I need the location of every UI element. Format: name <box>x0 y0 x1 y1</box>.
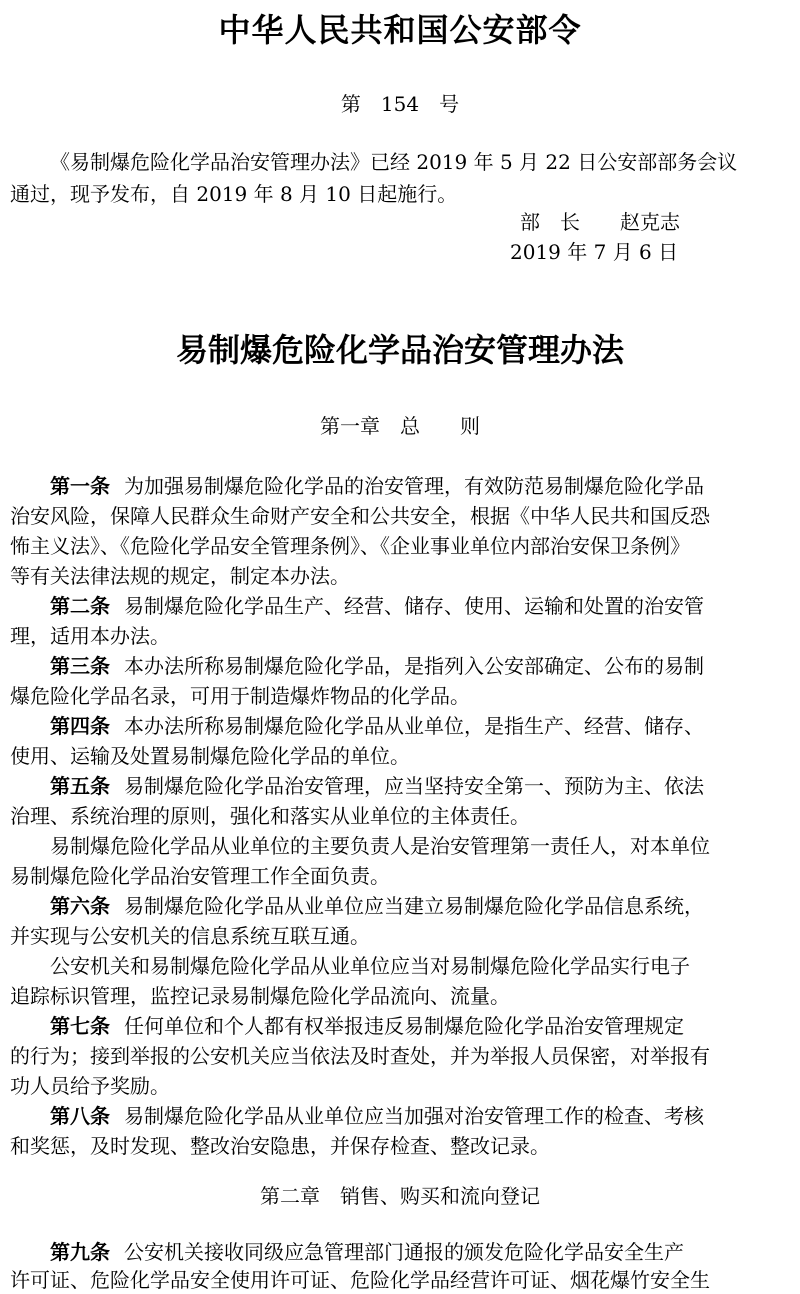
article-label: 第六条 <box>50 894 110 918</box>
article-text: 为加强易制爆危险化学品的治安管理，有效防范易制爆危险化学品 <box>124 474 704 498</box>
article-5-paragraph-line: 易制爆危险化学品治安管理工作全面负责。 <box>10 864 390 888</box>
article-1-line: 怖主义法》、《危险化学品安全管理条例》、《企业事业单位内部治安保卫条例》 <box>10 534 690 558</box>
article-5-line: 治理、系统治理的原则，强化和落实从业单位的主体责任。 <box>10 804 530 828</box>
decree-title: 中华人民共和国公安部令 <box>218 11 582 49</box>
article-9-line <box>50 1238 684 1266</box>
decree-date: 2019 年 7 月 6 日 <box>510 240 679 264</box>
article-label: 第三条 <box>50 654 110 678</box>
article-5-line <box>50 772 704 800</box>
article-4-line <box>50 712 704 740</box>
article-3-line: 爆危险化学品名录，可用于制造爆炸物品的化学品。 <box>10 684 470 708</box>
article-label: 第七条 <box>50 1014 110 1038</box>
article-4-line: 使用、运输及处置易制爆危险化学品的单位。 <box>10 744 410 768</box>
article-label: 第九条 <box>50 1240 110 1264</box>
article-label: 第二条 <box>50 594 110 618</box>
decree-signer: 部 长 赵克志 <box>520 210 680 234</box>
article-6-line: 并实现与公安机关的信息系统互联互通。 <box>10 924 370 948</box>
article-2-line <box>50 592 704 620</box>
article-text: 本办法所称易制爆危险化学品从业单位，是指生产、经营、储存、 <box>124 714 704 738</box>
article-2-line: 理，适用本办法。 <box>10 624 170 648</box>
article-8-line: 和奖惩，及时发现、整改治安隐患，并保存检查、整改记录。 <box>10 1134 550 1158</box>
article-6-paragraph-line: 追踪标识管理，监控记录易制爆危险化学品流向、流量。 <box>10 984 510 1008</box>
law-title: 易制爆危险化学品治安管理办法 <box>175 331 624 369</box>
article-text: 易制爆危险化学品从业单位应当加强对治安管理工作的检查、考核 <box>124 1104 704 1128</box>
article-label: 第四条 <box>50 714 110 738</box>
article-7-line: 的行为；接到举报的公安机关应当依法及时查处，并为举报人员保密，对举报有 <box>10 1044 710 1068</box>
article-text: 任何单位和个人都有权举报违反易制爆危险化学品治安管理规定 <box>124 1014 684 1038</box>
article-8-line <box>50 1102 704 1130</box>
article-label: 第八条 <box>50 1104 110 1128</box>
article-label: 第一条 <box>50 474 110 498</box>
article-7-line <box>50 1012 684 1040</box>
article-text: 易制爆危险化学品生产、经营、储存、使用、运输和处置的治安管 <box>124 594 704 618</box>
article-1-line: 等有关法律法规的规定，制定本办法。 <box>10 564 350 588</box>
article-text: 易制爆危险化学品从业单位应当建立易制爆危险化学品信息系统， <box>124 894 704 918</box>
article-9-line: 许可证、危险化学品安全使用许可证、危险化学品经营许可证、烟花爆竹安全生 <box>10 1268 710 1292</box>
article-1-line <box>50 472 704 500</box>
chapter-heading: 第二章 销售、购买和流向登记 <box>260 1184 540 1208</box>
article-6-line <box>50 892 704 920</box>
article-text: 公安机关接收同级应急管理部门通报的颁发危险化学品安全生产 <box>124 1240 684 1264</box>
chapter-heading: 第一章 总 则 <box>320 414 480 438</box>
decree-intro-line: 通过，现予发布，自 2019 年 8 月 10 日起施行。 <box>10 182 458 206</box>
decree-intro-line: 《易制爆危险化学品治安管理办法》已经 2019 年 5 月 22 日公安部部务会议 <box>50 150 738 174</box>
article-1-line: 治安风险，保障人民群众生命财产安全和公共安全，根据《中华人民共和国反恐 <box>10 504 710 528</box>
article-label: 第五条 <box>50 774 110 798</box>
article-text: 易制爆危险化学品治安管理，应当坚持安全第一、预防为主、依法 <box>124 774 704 798</box>
article-7-line: 功人员给予奖励。 <box>10 1074 170 1098</box>
article-5-paragraph-line: 易制爆危险化学品从业单位的主要负责人是治安管理第一责任人，对本单位 <box>50 834 710 858</box>
article-3-line <box>50 652 704 680</box>
article-6-paragraph-line: 公安机关和易制爆危险化学品从业单位应当对易制爆危险化学品实行电子 <box>50 954 690 978</box>
article-text: 本办法所称易制爆危险化学品，是指列入公安部确定、公布的易制 <box>124 654 704 678</box>
decree-number: 第 154 号 <box>340 92 460 116</box>
